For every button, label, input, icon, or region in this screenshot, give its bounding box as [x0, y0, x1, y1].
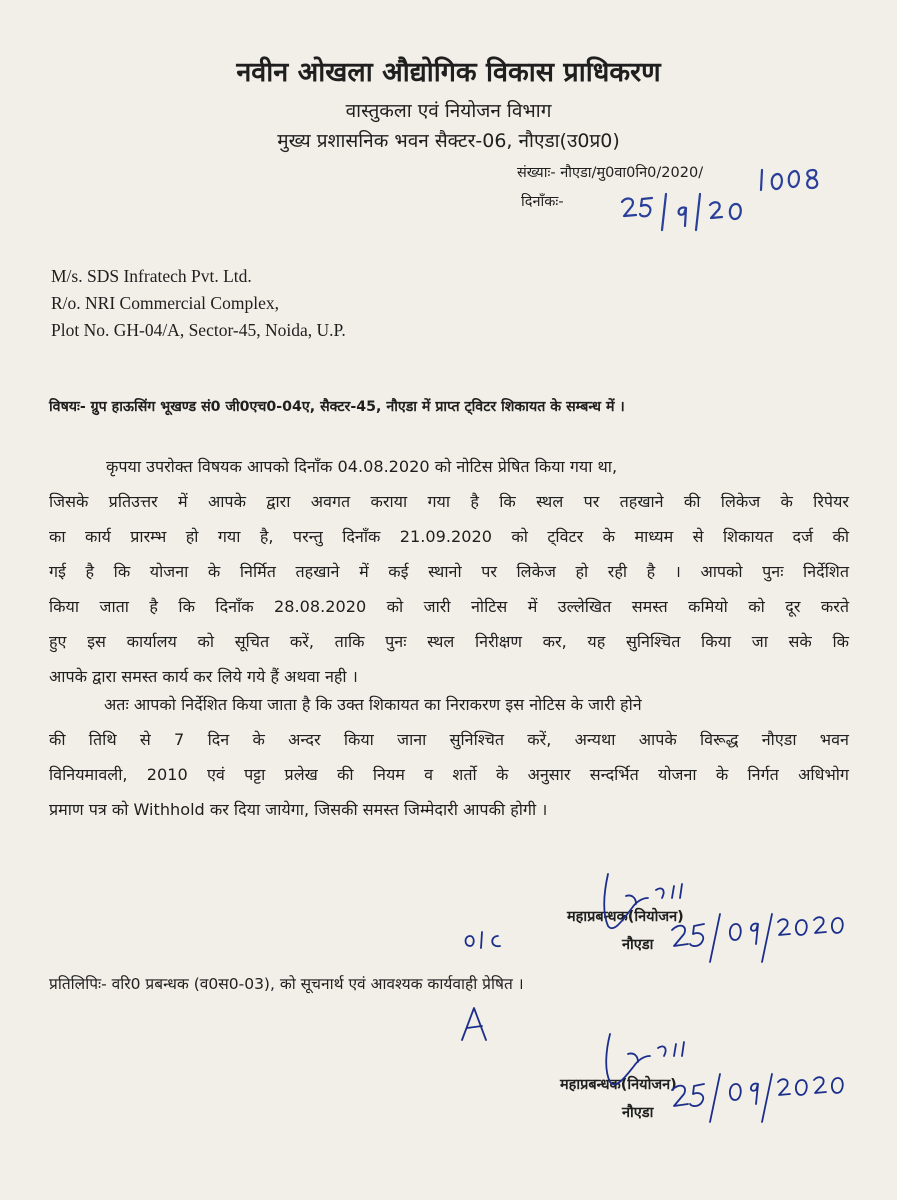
- recipient-name: M/s. SDS Infratech Pvt. Ltd.: [51, 266, 252, 286]
- handwritten-letter-mark: [458, 1004, 494, 1044]
- paragraph-1-line: आपके द्वारा समस्त कार्य कर लिये गये हैं अथवा नही ।: [49, 667, 358, 686]
- paragraph-1-line: जिसके प्रतिउत्तर में आपके द्वारा अवगत कराया गया है कि स्थल पर तहखाने की लिकेज के रिपेयर: [49, 492, 849, 511]
- copy-to-line: प्रतिलिपिः- वरि0 प्रबन्धक (व0स0-03), को सूचनार्थ एवं आवश्यक कार्यवाही प्रेषित ।: [49, 975, 524, 993]
- handwritten-reference-number: [756, 166, 826, 196]
- signatory-designation: महाप्रबन्धक(नियोजन): [560, 1077, 677, 1093]
- recipient-address-line-1: R/o. NRI Commercial Complex,: [51, 293, 279, 313]
- office-address: मुख्य प्रशासनिक भवन सैक्टर-06, नौएडा(उ0प्र0): [277, 130, 620, 152]
- authority-name: नवीन ओखला औद्योगिक विकास प्राधिकरण: [236, 57, 661, 88]
- paragraph-1-line: का कार्य प्रारम्भ हो गया है, परन्तु दिनाँक 21.09.2020 को ट्विटर के माध्यम से शिकायत दर्ज की: [49, 527, 849, 546]
- paragraph-2-line: की तिथि से 7 दिन के अन्दर किया जाना सुनिश्चित करें, अन्यथा आपके विरूद्ध नौएडा भवन: [49, 730, 849, 749]
- recipient-address-line-2: Plot No. GH-04/A, Sector-45, Noida, U.P.: [51, 320, 346, 340]
- paragraph-1-line: कृपया उपरोक्त विषयक आपको दिनाँक 04.08.2020 को नोटिस प्रेषित किया गया था,: [106, 457, 618, 476]
- handwritten-initial-mark: [462, 926, 512, 952]
- subject-line: विषयः- ग्रुप हाऊसिंग भूखण्ड सं0 जी0एच0-04ए, सैक्टर-45, नौएडा में प्राप्त ट्विटर शिकायत के सम्बन्ध में ।: [49, 399, 625, 415]
- signatory-place: नौएडा: [622, 937, 654, 953]
- handwritten-date: [620, 192, 750, 232]
- signatory-designation: महाप्रबन्धक(नियोजन): [567, 909, 684, 925]
- signatory-place: नौएडा: [622, 1105, 654, 1121]
- department-name: वास्तुकला एवं नियोजन विभाग: [345, 100, 552, 122]
- signature-2: [596, 1030, 846, 1140]
- paragraph-2-line: प्रमाण पत्र को Withhold कर दिया जायेगा, जिसकी समस्त जिम्मेदारी आपकी होगी ।: [49, 800, 548, 819]
- paragraph-1-line: हुए इस कार्यालय को सूचित करें, ताकि पुनः स्थल निरीक्षण कर, यह सुनिश्चित किया जा सके कि: [49, 632, 849, 651]
- body-paragraph-1: [49, 449, 849, 694]
- signature-1: [596, 868, 846, 988]
- date-label: दिनाँकः-: [521, 194, 564, 210]
- paragraph-1-line: गई है कि योजना के निर्मित तहखाने में कई स्थानो पर लिकेज हो रही है । आपको पुनः निर्देशित: [49, 562, 849, 581]
- reference-number: संख्याः- नौएडा/मु0वा0नि0/2020/: [517, 165, 704, 181]
- paragraph-1-line: किया जाता है कि दिनाँक 28.08.2020 को जारी नोटिस में उल्लेखित समस्त कमियो को दूर करते: [49, 597, 849, 616]
- paragraph-2-line: अतः आपको निर्देशित किया जाता है कि उक्त शिकायत का निराकरण इस नोटिस के जारी होने: [104, 695, 642, 714]
- paragraph-2-line: विनियमावली, 2010 एवं पट्टा प्रलेख की नियम व शर्तो के अनुसार सन्दर्भित योजना के निर्गत अधिभोग: [49, 765, 849, 784]
- body-paragraph-2: [49, 687, 849, 827]
